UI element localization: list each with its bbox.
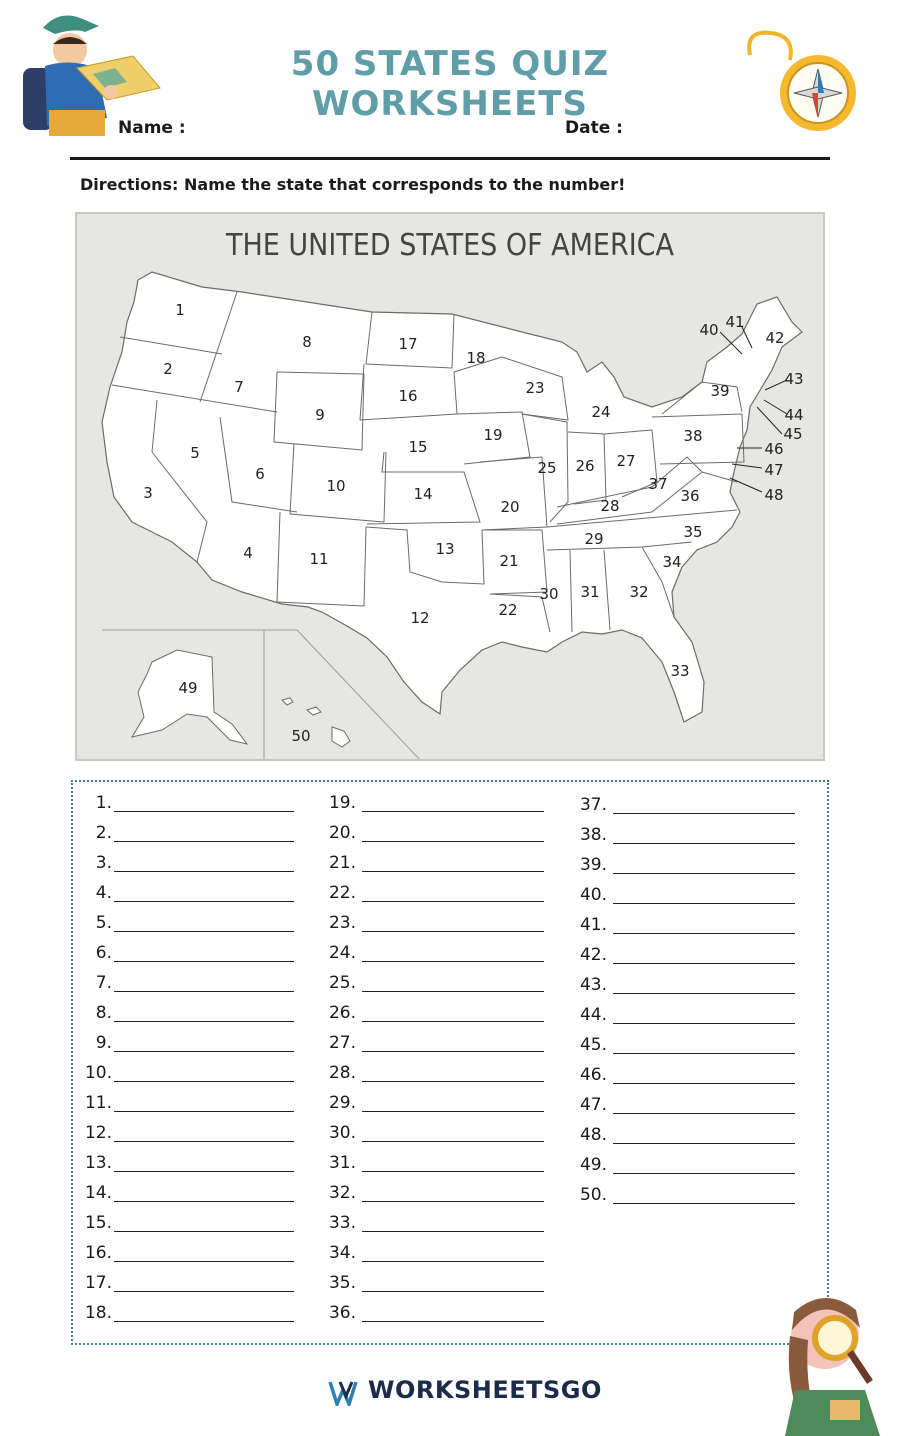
- answer-row: [0, 855, 900, 877]
- map-label-38: 38: [683, 427, 703, 445]
- map-label-21: 21: [499, 552, 519, 570]
- answer-blank-line[interactable]: [362, 1261, 544, 1262]
- answer-number: 34.: [328, 1243, 356, 1263]
- map-label-4: 4: [243, 544, 253, 562]
- answer-number: 3.: [95, 853, 112, 873]
- answer-number: 47.: [579, 1095, 607, 1115]
- answer-blank-line[interactable]: [613, 993, 795, 994]
- map-label-40: 40: [699, 321, 719, 339]
- answer-number: 16.: [84, 1243, 112, 1263]
- map-title: THE UNITED STATES OF AMERICA: [226, 228, 674, 263]
- map-label-19: 19: [483, 426, 503, 444]
- answer-number: 32.: [328, 1183, 356, 1203]
- answer-row: [0, 1005, 900, 1027]
- answer-number: 7.: [95, 973, 112, 993]
- brand-name: [368, 1376, 602, 1404]
- map-label-28: 28: [600, 497, 620, 515]
- map-label-46: 46: [764, 440, 784, 458]
- map-label-27: 27: [616, 452, 636, 470]
- answer-row: [0, 1095, 900, 1117]
- answer-number: 10.: [84, 1063, 112, 1083]
- brand-part1: WORKSHEETS: [368, 1376, 561, 1404]
- answer-number: 14.: [84, 1183, 112, 1203]
- compass-icon: [740, 25, 860, 135]
- answer-number: 25.: [328, 973, 356, 993]
- answer-number: 28.: [328, 1063, 356, 1083]
- map-label-31: 31: [580, 583, 600, 601]
- directions-text: Directions: Name the state that corresponds to the number!: [80, 175, 626, 194]
- answer-number: 21.: [328, 853, 356, 873]
- answer-number: 24.: [328, 943, 356, 963]
- map-label-25: 25: [537, 459, 557, 477]
- answer-blank-line[interactable]: [613, 933, 795, 934]
- answer-number: 8.: [95, 1003, 112, 1023]
- map-label-42: 42: [765, 329, 785, 347]
- answer-number: 39.: [579, 855, 607, 875]
- answer-number: 48.: [579, 1125, 607, 1145]
- answer-number: 40.: [579, 885, 607, 905]
- answer-number: 36.: [328, 1303, 356, 1323]
- answer-blank-line[interactable]: [362, 1231, 544, 1232]
- answer-blank-line[interactable]: [613, 873, 795, 874]
- map-label-1: 1: [175, 301, 185, 319]
- answer-number: 18.: [84, 1303, 112, 1323]
- answer-number: 5.: [95, 913, 112, 933]
- map-label-2: 2: [163, 360, 173, 378]
- answer-number: 31.: [328, 1153, 356, 1173]
- map-label-49: 49: [178, 679, 198, 697]
- answer-number: 50.: [579, 1185, 607, 1205]
- answer-number: 4.: [95, 883, 112, 903]
- answer-blank-line[interactable]: [613, 813, 795, 814]
- answer-number: 43.: [579, 975, 607, 995]
- header-divider: [70, 157, 830, 160]
- answer-number: 49.: [579, 1155, 607, 1175]
- answer-number: 22.: [328, 883, 356, 903]
- map-label-7: 7: [234, 378, 244, 396]
- map-label-29: 29: [584, 530, 604, 548]
- answer-number: 42.: [579, 945, 607, 965]
- answer-row: [0, 975, 900, 997]
- map-label-24: 24: [591, 403, 611, 421]
- answer-blank-line[interactable]: [613, 1143, 795, 1144]
- map-label-14: 14: [413, 485, 433, 503]
- answer-row: [0, 1213, 900, 1235]
- answer-number: 35.: [328, 1273, 356, 1293]
- answer-blank-line[interactable]: [613, 1053, 795, 1054]
- answer-number: 20.: [328, 823, 356, 843]
- map-label-33: 33: [670, 662, 690, 680]
- answer-number: 45.: [579, 1035, 607, 1055]
- answer-blank-line[interactable]: [613, 1023, 795, 1024]
- answer-blank-line[interactable]: [362, 1291, 544, 1292]
- map-label-9: 9: [315, 406, 325, 424]
- map-label-15: 15: [408, 438, 428, 456]
- answer-number: 15.: [84, 1213, 112, 1233]
- answer-row: [0, 1065, 900, 1087]
- answer-row: [0, 885, 900, 907]
- map-label-45: 45: [783, 425, 803, 443]
- answer-blank-line[interactable]: [613, 1173, 795, 1174]
- answer-number: 26.: [328, 1003, 356, 1023]
- answer-number: 30.: [328, 1123, 356, 1143]
- date-label: Date :: [565, 118, 623, 138]
- answer-number: 41.: [579, 915, 607, 935]
- answer-number: 11.: [84, 1093, 112, 1113]
- answer-number: 38.: [579, 825, 607, 845]
- answer-number: 29.: [328, 1093, 356, 1113]
- map-label-8: 8: [302, 333, 312, 351]
- answer-blank-line[interactable]: [362, 1321, 544, 1322]
- map-label-6: 6: [255, 465, 265, 483]
- map-label-47: 47: [764, 461, 784, 479]
- answer-row: [0, 1303, 900, 1325]
- page-title: 50 STATES QUIZ WORKSHEETS: [290, 44, 610, 124]
- map-label-11: 11: [309, 550, 329, 568]
- map-label-3: 3: [143, 484, 153, 502]
- map-label-50: 50: [291, 727, 311, 745]
- answer-number: 46.: [579, 1065, 607, 1085]
- answer-number: 6.: [95, 943, 112, 963]
- map-label-18: 18: [466, 349, 486, 367]
- map-label-23: 23: [525, 379, 545, 397]
- map-label-35: 35: [683, 523, 703, 541]
- answer-row: [0, 1185, 900, 1207]
- answer-row: [0, 795, 900, 817]
- map-label-37: 37: [648, 475, 668, 493]
- map-label-26: 26: [575, 457, 595, 475]
- map-label-22: 22: [498, 601, 518, 619]
- answer-blank-line[interactable]: [613, 903, 795, 904]
- answer-blank-line[interactable]: [613, 1083, 795, 1084]
- map-label-48: 48: [764, 486, 784, 504]
- map-label-36: 36: [680, 487, 700, 505]
- map-label-43: 43: [784, 370, 804, 388]
- name-label: Name :: [118, 118, 186, 138]
- map-label-34: 34: [662, 553, 682, 571]
- answer-blank-line[interactable]: [613, 963, 795, 964]
- answer-number: 9.: [95, 1033, 112, 1053]
- answer-row: [0, 825, 900, 847]
- map-label-5: 5: [190, 444, 200, 462]
- answer-number: 44.: [579, 1005, 607, 1025]
- worksheetsgo-logo-icon: [328, 1380, 364, 1406]
- answer-row: [0, 1273, 900, 1295]
- answer-row: [0, 1243, 900, 1265]
- map-label-44: 44: [784, 406, 804, 424]
- answer-row: [0, 915, 900, 937]
- answer-blank-line[interactable]: [613, 843, 795, 844]
- map-label-17: 17: [398, 335, 418, 353]
- map-label-12: 12: [410, 609, 430, 627]
- map-label-13: 13: [435, 540, 455, 558]
- answer-number: 37.: [579, 795, 607, 815]
- answer-number: 19.: [328, 793, 356, 813]
- map-label-20: 20: [500, 498, 520, 516]
- answer-blank-line[interactable]: [613, 1203, 795, 1204]
- answer-blank-line[interactable]: [613, 1113, 795, 1114]
- brand-part2: GO: [560, 1376, 602, 1404]
- map-label-32: 32: [629, 583, 649, 601]
- answer-number: 23.: [328, 913, 356, 933]
- answer-number: 33.: [328, 1213, 356, 1233]
- answer-row: [0, 1035, 900, 1057]
- answer-number: 17.: [84, 1273, 112, 1293]
- map-label-39: 39: [710, 382, 730, 400]
- map-label-30: 30: [539, 585, 559, 603]
- usa-map-drawing: [77, 214, 823, 759]
- answer-number: 2.: [95, 823, 112, 843]
- map-label-10: 10: [326, 477, 346, 495]
- answer-number: 27.: [328, 1033, 356, 1053]
- answer-number: 13.: [84, 1153, 112, 1173]
- answer-row: [0, 1155, 900, 1177]
- answer-row: [0, 1125, 900, 1147]
- answer-number: 12.: [84, 1123, 112, 1143]
- explorer-girl-illustration: [770, 1290, 900, 1436]
- map-label-41: 41: [725, 313, 745, 331]
- answer-row: [0, 945, 900, 967]
- answer-number: 1.: [95, 793, 112, 813]
- map-label-16: 16: [398, 387, 418, 405]
- usa-map: [75, 212, 825, 761]
